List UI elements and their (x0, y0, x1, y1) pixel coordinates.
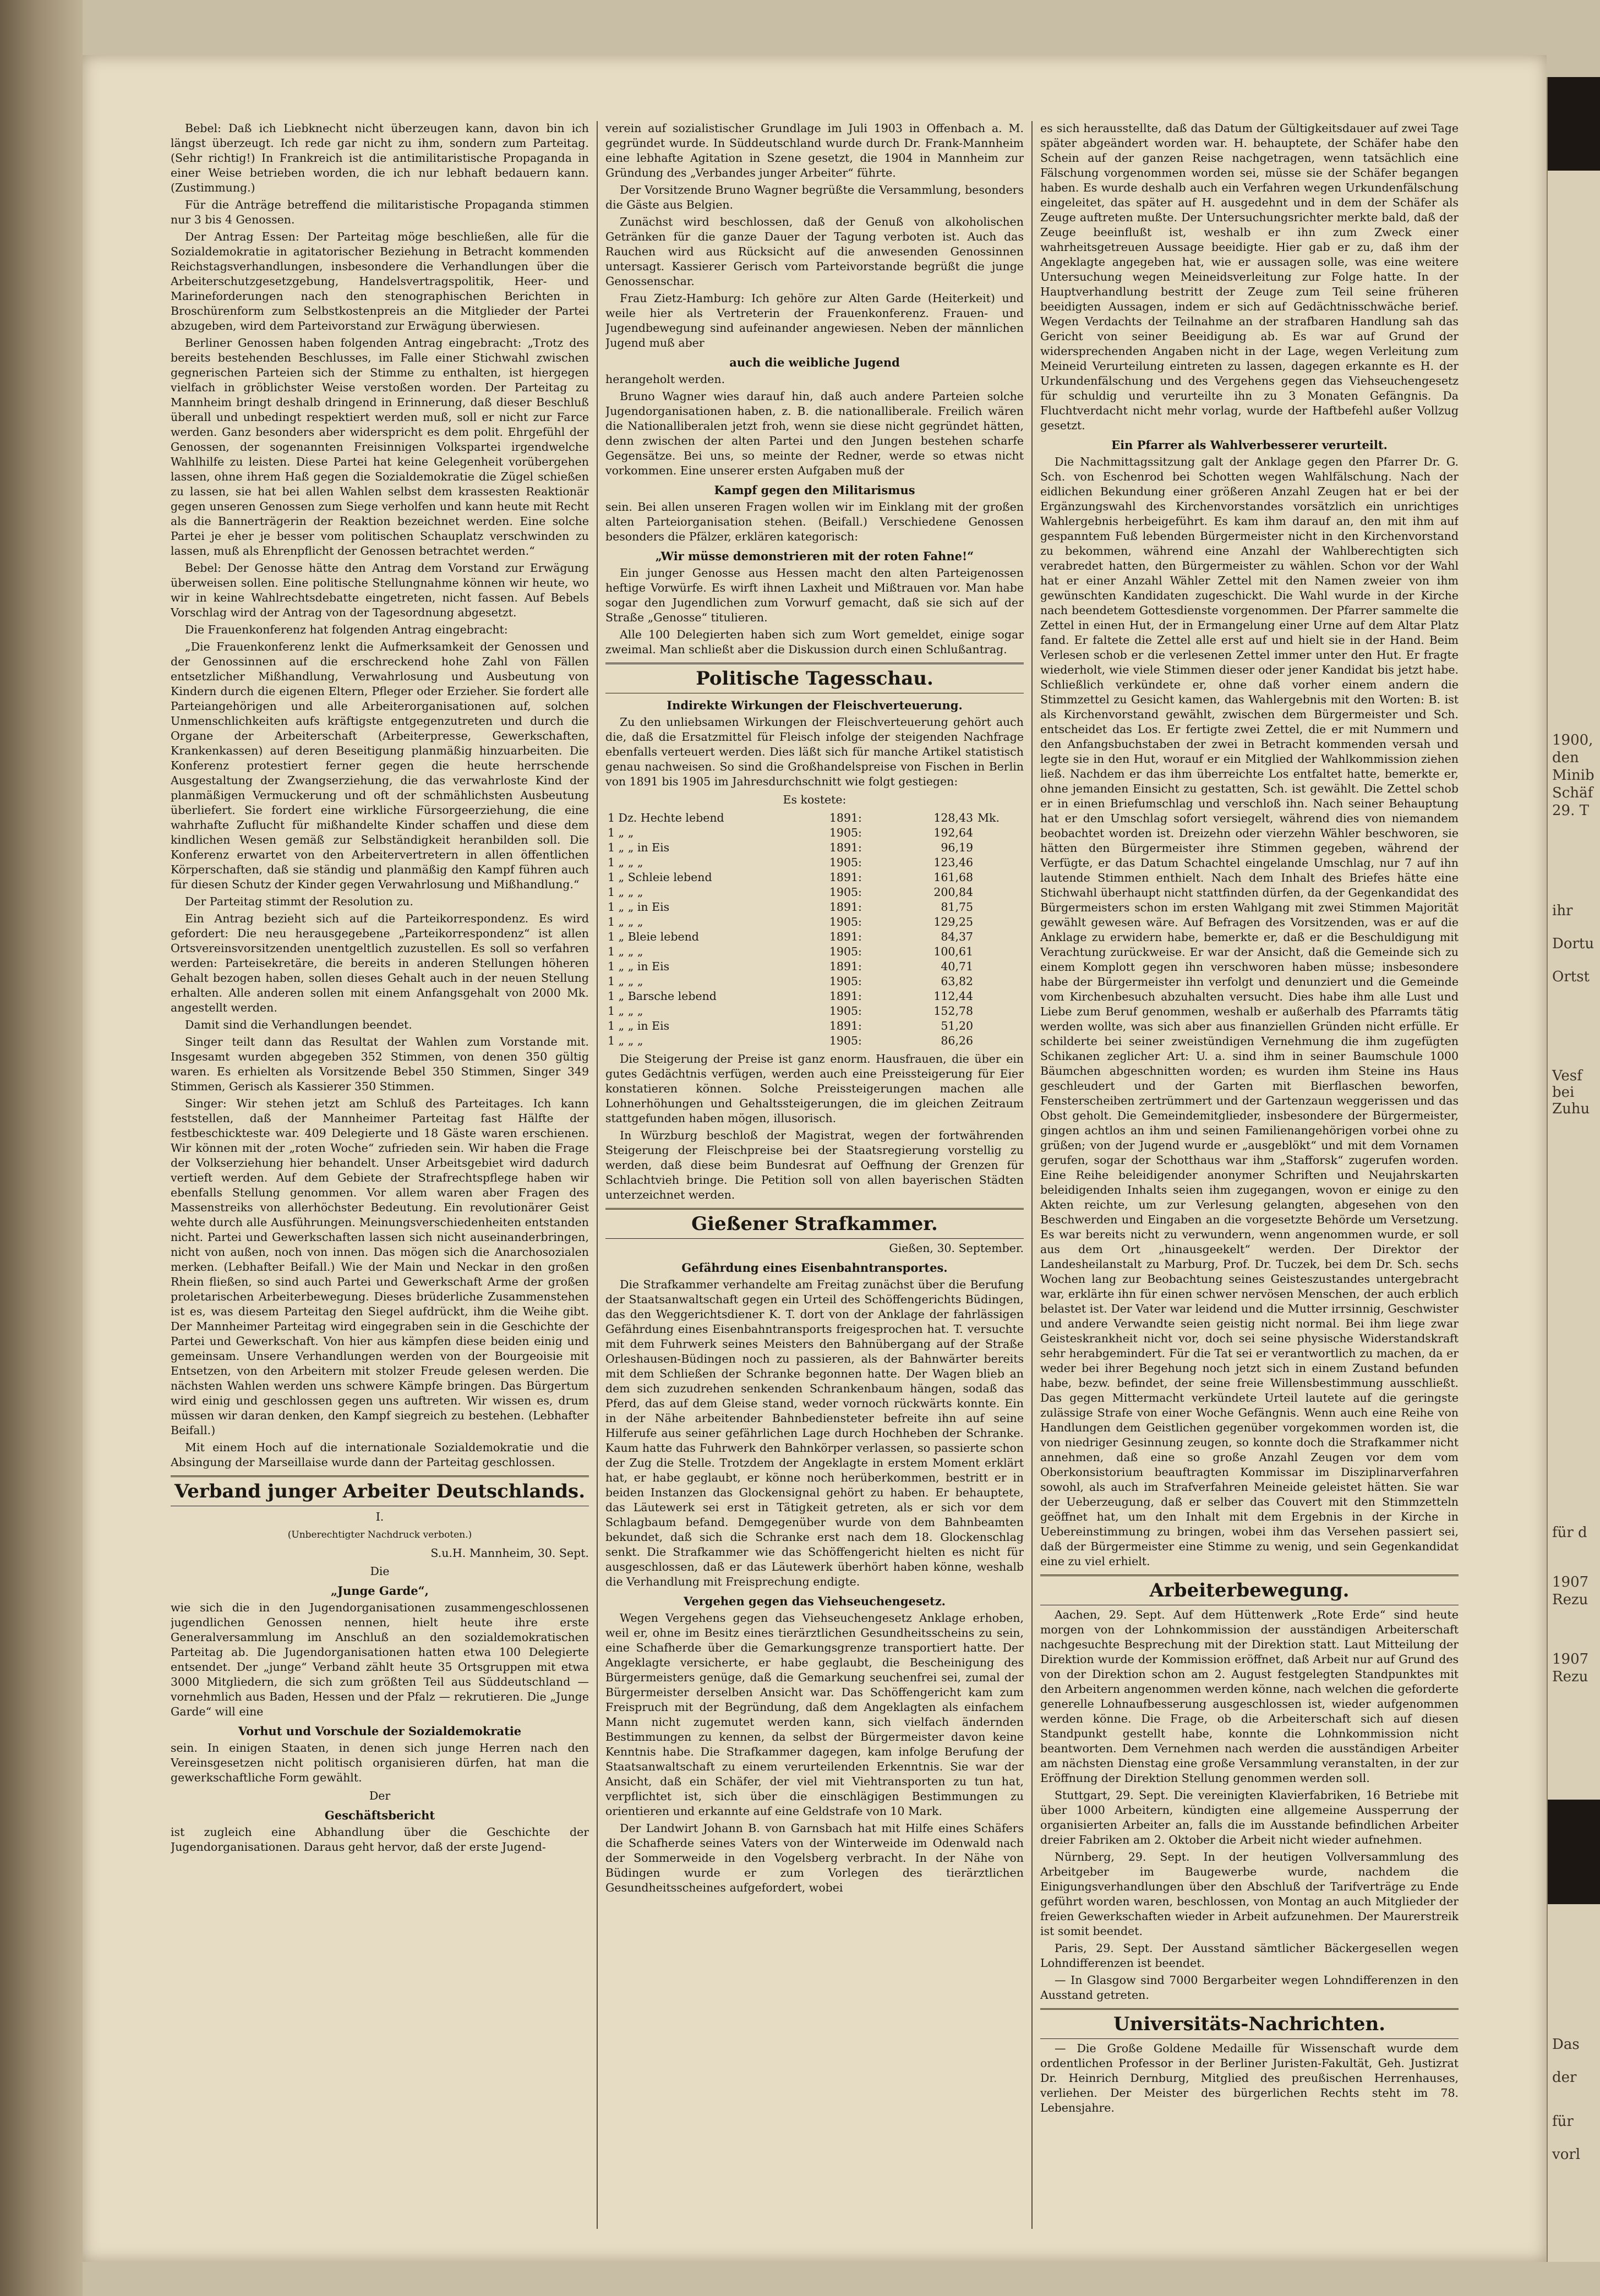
section-heading: Arbeiterbewegung. (1040, 1575, 1459, 1605)
table-cell-year: 1891: (829, 900, 862, 914)
paragraph: Stuttgart, 29. Sept. Die vereinigten Klavierfabriken, 16 Betriebe mit über 1000 Arbeitern, kündigten eine allgemeine Aussperrung der organisierten Arbeiter an, falls die im Ausstande befindlichen Arbeiter dreier Fabriken am 2. Oktober die Arbeit nicht wieder aufnehmen. (1040, 1789, 1459, 1846)
section-heading: Gießener Strafkammer. (605, 1208, 1024, 1239)
table-cell-item: 1 „ „ „ (608, 1034, 643, 1047)
neighbor-fragment: Zuhu (1552, 1101, 1590, 1117)
table-cell-value: 40,71 (941, 960, 974, 973)
paragraph: Ein Antrag bezieht sich auf die Parteikorrespondenz. Es wird gefordert: Die neu herausgegebene „Parteikorrespondenz“ ist allen Ortsvereinsvorsitzenden unentgeltlich zuzustellen. Es soll so verfahren werden: Parteisekretäre, die bereits in anderen Stellungen höheren Gehalt bezogen haben, sollen dieses Gehalt auch in der neuen Stellung erhalten. Alle anderen sollen mit einem Anfangsgehalt von 2000 Mk. angestellt werden. (171, 912, 589, 1014)
table-row (605, 855, 1024, 870)
reprint-note: (Unberechtigter Nachdruck verboten.) (287, 1529, 472, 1540)
table-cell-unit (975, 930, 1024, 944)
table-cell-value: 51,20 (941, 1019, 974, 1032)
paragraph: wie sich die in den Jugendorganisationen zusammengeschlossenen jugendlichen Genossen nennen, hielt heute ihre erste Generalversammlung im Anschluß an den sozialdemokratischen Parteitag ab. Die Jugendorganisationen hatten etwa 100 Delegierte entsendet. Der „junge“ Verband zählt heute 35 Ortsgruppen mit etwa 3000 Mitgliedern, die sich zum größten Teil aus Süddeutschland — vornehmlich aus Baden, Hessen und der Pfalz — rekrutieren. Die „Junge Garde“ will eine (171, 1601, 589, 1718)
table-cell-unit (975, 1004, 1024, 1019)
paragraph: Zu den unliebsamen Wirkungen der Fleischverteuerung gehört auch die, daß die Ersatzmittel für Fleisch infolge der steigenden Nachfrage ebenfalls verteuert werden. Dies läßt sich für manche Artikel statistisch genau nachweisen. So sind die Großhandelspreise von Fischen in Berlin von 1891 bis 1905 im Jahresdurchschnitt wie folgt gestiegen: (605, 715, 1024, 788)
table-cell-value: 192,64 (933, 826, 974, 839)
paragraph: Die Frauenkonferenz hat folgenden Antrag eingebracht: (185, 623, 508, 636)
section-heading: Universitäts-Nachrichten. (1040, 2008, 1459, 2039)
paragraph: sein. Bei allen unseren Fragen wollen wir im Einklang mit der großen alten Parteiorganisation stehen. (Beifall.) Verschiedene Genossen besonders die Pfälzer, erklären kategorisch: (605, 500, 1024, 543)
paragraph: — Die Große Goldene Medaille für Wissenschaft wurde dem ordentlichen Professor in der Berliner Juristen-Fakultät, Geh. Justizrat Dr. Heinrich Dernburg, Mitglied des preußischen Herrenhauses, verliehen. Der Meister des bürgerlichen Rechts steht im 78. Lebensjahre. (1040, 2042, 1459, 2114)
table-row (605, 1004, 1024, 1019)
table-cell-unit: Mk. (978, 811, 1000, 824)
neighbor-fragment: Das (1552, 2036, 1580, 2053)
paragraph: Der Landwirt Johann B. von Garnsbach hat mit Hilfe eines Schäfers die Schafherde seines Vaters von der Winterweide im Odenwald nach der Sommerweide in den Vogelsberg verbracht. In der Nähe von Büdingen wurde er zum Vorlegen des tierärztlichen Gesundheitsscheines aufgefordert, wobei (605, 1822, 1024, 1894)
paragraph: Nürnberg, 29. Sept. In der heutigen Vollversammlung des Arbeitgeber im Baugewerbe wurde, nachdem die Einigungsverhandlungen über den Abschluß der Tarifverträge zu Ende geführt worden waren, beschlossen, von Montag an auch Mitglieder der freien Gewerkschaften wieder in Arbeit aufzunehmen. Der Maurerstreik ist somit beendet. (1040, 1850, 1459, 1938)
paragraph: herangeholt werden. (605, 373, 725, 386)
table-row (605, 870, 1024, 885)
subheading: Indirekte Wirkungen der Fleischverteuerung. (667, 698, 963, 712)
table-cell-year: 1905: (829, 826, 862, 839)
black-advert-block (1548, 1800, 1600, 1904)
table-cell-value: 161,68 (933, 871, 974, 884)
neighbor-fragment: 1907 (1552, 1651, 1589, 1668)
table-cell-unit (975, 855, 1024, 870)
section-heading: Politische Tagesschau. (605, 663, 1024, 693)
paragraph: Mit einem Hoch auf die internationale Sozialdemokratie und die Absingung der Marseillaise wurde dann der Parteitag geschlossen. (171, 1441, 589, 1469)
table-cell-unit (975, 870, 1024, 885)
table-cell-unit (975, 885, 1024, 900)
table-cell-item: 1 „ „ in Eis (608, 841, 670, 854)
table-row (605, 826, 1024, 840)
black-advert-block (1548, 77, 1600, 171)
table-cell-year: 1891: (829, 960, 862, 973)
paragraph: Ein junger Genosse aus Hessen macht den alten Parteigenossen heftige Vorwürfe. Es wirft ihnen Laxheit und Mißtrauen vor. Man habe sogar den Jugendlichen zum Vorwurf gemacht, daß sie sich auf der Straße „Genosse“ titulieren. (605, 566, 1024, 624)
table-row (605, 900, 1024, 915)
table-cell-unit (975, 1019, 1024, 1034)
table-cell-unit (975, 826, 1024, 840)
table-cell-item: 1 „ „ „ (608, 945, 643, 958)
table-cell-item: 1 „ Barsche lebend (608, 990, 717, 1003)
neighbor-fragment: Dortu (1552, 936, 1594, 952)
table-cell-value: 129,25 (933, 915, 974, 928)
paragraph: Für die Anträge betreffend die militaristische Propaganda stimmen nur 3 bis 4 Genossen. (171, 198, 589, 226)
neighbor-fragment: Vesf (1552, 1068, 1582, 1084)
subheading: Geschäftsbericht (324, 1808, 435, 1822)
table-cell-unit (975, 944, 1024, 959)
table-row (605, 915, 1024, 930)
table-cell-value: 96,19 (941, 841, 974, 854)
column-2 (605, 121, 1024, 2229)
paragraph: Wegen Vergehens gegen das Viehseuchengesetz Anklage erhoben, weil er, ohne im Besitz eines tierärztlichen Gesundheitsscheins zu sein, eine Schafherde über die Gemarkungsgrenze transportiert hatte. Der Angeklagte versicherte, er habe geglaubt, die Bescheinigung des Bürgermeisters genüge, daß die Gemarkung seuchenfrei sei, zumal der Bürgermeister derselben Ansicht war. Das Schöffengericht kam zum Freispruch mit der Begründung, daß dem Angeklagten als einfachem Mann nicht zugemutet werden kann, sich vielfach ändernden Bestimmungen zu kennen, da selbst der Bürgermeister davon keine Kenntnis habe. Die Strafkammer dagegen, kam infolge Berufung der Staatsanwaltschaft zu einem verurteilenden Erkenntnis. Sie war der Ansicht, daß ein Schäfer, der viel mit Viehtransporten zu tun hat, verpflichtet ist, sich über die einschlägigen Bestimmungen zu orientieren und erkannte auf eine Geldstrafe von 10 Mark. (605, 1611, 1024, 1818)
table-cell-unit (975, 840, 1024, 855)
adjacent-page-edge (1547, 77, 1600, 2262)
subheading: auch die weibliche Jugend (729, 356, 900, 369)
paragraph: Die Steigerung der Preise ist ganz enorm. Hausfrauen, die über ein gutes Gedächtnis verfügen, werden auch eine Preissteigerung für Eier konstatieren können. Solche Preissteigerungen machen alle Lohnerhöhungen und Gehaltssteigerungen, die im gleichen Zeitraum stattgefunden haben mögen, illusorisch. (605, 1052, 1024, 1125)
table-cell-value: 84,37 (941, 930, 974, 943)
subheading: Vergehen gegen das Viehseuchengesetz. (684, 1594, 946, 1608)
paragraph: Singer teilt dann das Resultat der Wahlen zum Vorstande mit. Insgesamt wurden abgegeben 352 Stimmen, von denen 350 gültig waren. Es erhielten als Vorsitzende Bebel 350 Stimmen, Singer 349 Stimmen, Gerisch als Kassierer 350 Stimmen. (171, 1035, 589, 1093)
dateline: S.u.H. Mannheim, 30. Sept. (430, 1546, 589, 1560)
subheading: Vorhut und Vorschule der Sozialdemokratie (238, 1724, 522, 1738)
neighbor-fragment: bei (1552, 1084, 1575, 1101)
dateline: Gießen, 30. September. (889, 1242, 1024, 1255)
table-cell-year: 1905: (829, 915, 862, 928)
table-cell-year: 1891: (829, 811, 862, 824)
subheading: „Junge Garde“, (331, 1584, 429, 1598)
paragraph: Singer: Wir stehen jetzt am Schluß des Parteitages. Ich kann feststellen, daß der Mannheimer Parteitag fast Hälfte der festbeschickteste war. 409 Delegierte und 18 Gäste waren erschienen. Wir können mit der „roten Woche“ zufrieden sein. Wir haben die Frage der Volkserziehung hier behandelt. Unser Arbeitsgebiet wird dadurch vertieft werden. Auf dem Gebiete der Strafrechtspflege haben wir ebenfalls Stellung genommen. Vor allem waren aber Fragen des Massenstreiks von allerhöchster Bedeutung. Ein revolutionärer Geist wehte durch alle Ausführungen. Meinungsverschiedenheiten entstanden nicht. Partei und Gewerkschaften lassen sich nicht auseinanderbringen, nicht von außen, noch von innen. Das mögen sich die Anarchosozialen merken. (Lebhafter Beifall.) Wie der Main und Neckar in den großen Rhein fließen, so sind auch Partei und Gewerkschaft Arme der großen proletarischen Arbeiterbewegung. Dieses brüderliche Zusammenstehen ist es, was diesem Parteitag den Siegel aufdrückt, ihm die Weihe gibt. Der Mannheimer Parteitag wird eingegraben sein in die Geschichte der Partei und Gewerkschaft. Von hier aus kämpfen diese beiden einig und gemeinsam. Unsere Verhandlungen werden von der Bourgeoisie mit Entsetzen, von den Arbeitern mit stolzer Freude gelesen werden. Die nächsten Wahlen werden uns schwere Kämpfe bringen. Das Bürgertum wird einig und geschlossen gegen uns auftreten. Wir wissen es, drum müssen wir daran denken, den Kampf siegreich zu bestehen. (Lebhafter Beifall.) (171, 1097, 589, 1437)
table-cell-year: 1905: (829, 975, 862, 988)
paragraph: Bebel: Der Genosse hätte den Antrag dem Vorstand zur Erwägung überweisen sollen. Eine politische Stellungnahme können wir heute, wo wir in keine Wahlrechtsdebatte eingetreten, nicht fassen. Auf Bebels Vorschlag wird der Antrag von der Tagesordnung abgesetzt. (171, 561, 589, 619)
neighbor-fragment: Rezu (1552, 1669, 1588, 1685)
table-cell-year: 1891: (829, 841, 862, 854)
table-cell-value: 112,44 (933, 990, 974, 1003)
section-heading: Verband junger Arbeiter Deutschlands. (171, 1475, 589, 1506)
table-cell-unit (975, 1034, 1024, 1048)
table-cell-item: 1 „ „ „ (608, 1004, 643, 1018)
paragraph: Die Strafkammer verhandelte am Freitag zunächst über die Berufung der Staatsanwaltschaft gegen ein Urteil des Schöffengerichts Büdingen, das den Weggerichtsdiener K. T. dort von der Anklage der fahrlässigen Gefährdung eines Eisenbahntransports freigesprochen hat. T. versuchte mit dem Fuhrwerk seines Meisters den Bahnübergang auf der Straße Orleshausen-Büdingen noch zu passieren, als der Bahnwärter bereits mit dem Schließen der Schranke begonnen hatte. Der Wagen blieb an dem sich zuzudrehen senkenden Schrankenbaum hängen, sodaß das Pferd, das auf dem Gleise stand, weder vornoch rückwärts konnte. Ein in der Nähe arbeitender Bahnbediensteter befreite ihn auf seine Hilferufe aus seiner gefährlichen Lage durch Hochheben der Schranke. Kaum hatte das Fuhrwerk den Bahnkörper verlassen, so passierte schon der Zug die Stelle. Trotzdem der Angeklagte in erstem Moment erklärt hat, er habe geglaubt, er könne noch herüberkommen, bestritt er in beiden Instanzen das Glockensignal gehört zu haben. Er behauptete, das Läutewerk sei erst in Tätigkeit getreten, als er sich vor dem Schlagbaum befand. Demgegenüber wurde von dem Bahnbeamten bekundet, daß sich die Schranke erst nach dem 18. Glockenschlag senkt. Die Strafkammer wie das Schöffengericht hielten es nicht für ausgeschlossen, daß er das Läutewerk überhört haben könne, weshalb die Verhandlung mit Freisprechung endigte. (605, 1278, 1024, 1588)
table-cell-item: 1 Dz. Hechte lebend (608, 811, 724, 824)
neighbor-fragment: Schäf (1552, 785, 1593, 801)
table-cell-item: 1 „ „ „ (608, 975, 643, 988)
table-cell-unit (975, 974, 1024, 989)
table-cell-year: 1891: (829, 871, 862, 884)
table-cell-value: 128,43 (933, 811, 974, 824)
table-cell-value: 100,61 (933, 945, 974, 958)
subheading: Gefährdung eines Eisenbahntransportes. (681, 1261, 948, 1275)
paragraph: „Die Frauenkonferenz lenkt die Aufmerksamkeit der Genossen und der Genossinnen auf die erschreckend hohe Zahl von Fällen entsetzlicher Mißhandlung, Verwahrlosung und Ausbeutung von Kindern durch die eigenen Eltern, Pfleger oder Erzieher. Sie fordert alle Parteiangehörigen und alle Arbeiterorganisationen auf, solchen Unmenschlichkeiten aufs kräftigste entgegenzutreten und durch die Organe der Arbeiterschaft (Arbeiterpresse, Gewerkschaften, Krankenkassen) auf deren Beseitigung planmäßig hinzuarbeiten. Die Konferenz protestiert ferner gegen die heute herrschende Ausgestaltung der Zwangserziehung, die das verwahrloste Kind der planmäßigen Vermuckerung und oft der schmählichsten Ausbeutung überliefert. Sie fordert eine wirkliche Fürsorgeerziehung, die eine wahrhafte Zuflucht für mißhandelte Kinder schaffen und diese dem kindlichen Wesen gemäß zur Selbständigkeit heranbilden soll. Die Konferenz erwartet von den Arbeitervertretern in allen öffentlichen Körperschaften, daß sie ständig und planmäßig den Kampf führen auch für diesen Schutz der Kinder gegen Verwahrlosung und Mißhandlung.“ (171, 640, 589, 891)
table-row (605, 811, 1024, 826)
table-cell-value: 200,84 (933, 885, 974, 899)
text-fragment: Der (369, 1789, 391, 1802)
table-cell-value: 63,82 (941, 975, 974, 988)
neighbor-fragment: Rezu (1552, 1592, 1588, 1608)
paragraph: Der Vorsitzende Bruno Wagner begrüßte die Versammlung, besonders die Gäste aus Belgien. (605, 183, 1024, 211)
subheading: „Wir müsse demonstrieren mit der roten Fahne!“ (655, 549, 974, 563)
subheading: Kampf gegen den Militarismus (714, 483, 915, 497)
table-cell-year: 1891: (829, 990, 862, 1003)
paragraph: Bruno Wagner wies darauf hin, daß auch andere Parteien solche Jugendorganisationen haben, z. B. die nationalliberale. Freilich wären die Nationalliberalen jetzt froh, wenn sie diese nicht gegründet hätten, denn zwischen der alten Partei und den Jungen bestehen scharfe Gegensätze. Bei uns, so meinte der Redner, werde so etwas nicht vorkommen. Eine unserer ersten Aufgaben muß der (605, 390, 1024, 477)
text-fragment: Die (370, 1565, 390, 1578)
subheading: Ein Pfarrer als Wahlverbesserer verurteilt. (1111, 438, 1388, 452)
table-cell-year: 1891: (829, 1019, 862, 1032)
paragraph: es sich herausstellte, daß das Datum der Gültigkeitsdauer auf zwei Tage später abgeändert worden war. H. behauptete, der Schäfer habe den Schein auf der ganzen Reise nachgetragen, wenn tatsächlich eine Fälschung vorgenommen worden sei, müsse sie der Schäfer begangen haben. Es wurde deshalb auch ein Verfahren wegen Urkundenfälschung eingeleitet, das später auf H. ausgedehnt und in dem der Schäfer als Zeuge auftreten mußte. Der Untersuchungsrichter merkte bald, daß der Zeuge beeinflußt ist, weshalb er ihn zum Zweck einer wahrheitsgetreuen Aussage beeidigte. Hier gab er zu, daß ihm der Angeklagte angegeben hat, wie er aussagen solle, was eine weitere Untersuchung wegen Meineidsverleitung zur Folge hatte. In der Hauptverhandlung bestritt der Zeuge zum Teil seine früheren beeidigten Aussagen, indem er sich auf Gedächtnisschwäche berief. Wegen Verdachts der Teilnahme an der strafbaren Handlung sah das Gericht von seiner Beeidigung ab. Es war auf Grund der widersprechenden Angaben nicht in der Lage, wegen Verleitung zum Meineid Verurteilung eintreten zu lassen, dagegen erkannte es H. der Urkundenfälschung und des Vergehens gegen das Viehseuchengesetz für schuldig und verurteilte ihn zu 3 Monaten Gefängnis. Da Fluchtverdacht nicht mehr vorlag, wurde der Haftbefehl außer Vollzug gesetzt. (1040, 122, 1459, 432)
neighbor-fragment: Ortst (1552, 969, 1590, 985)
table-cell-item: 1 „ „ in Eis (608, 1019, 670, 1032)
paragraph: Alle 100 Delegierten haben sich zum Wort gemeldet, einige sogar zweimal. Man schließt aber die Diskussion durch einen Schlußantrag. (605, 628, 1024, 656)
table-cell-item: 1 „ „ in Eis (608, 900, 670, 914)
book-binding-shadow (0, 0, 83, 2296)
neighbor-fragment: vorl (1552, 2146, 1581, 2163)
table-cell-unit (975, 900, 1024, 915)
paragraph: Paris, 29. Sept. Der Ausstand sämtlicher Bäckergesellen wegen Lohndifferenzen ist beendet. (1040, 1942, 1459, 1970)
table-row (605, 885, 1024, 900)
neighbor-fragment: für d (1552, 1524, 1587, 1541)
paragraph: sein. In einigen Staaten, in denen sich junge Herren nach den Vereinsgesetzen nicht politisch organisieren dürfen, hat man die gewerkschaftliche Form gewählt. (171, 1741, 589, 1784)
table-cell-year: 1905: (829, 1004, 862, 1018)
table-row (605, 989, 1024, 1004)
table-cell-value: 152,78 (933, 1004, 974, 1018)
column-rule (597, 121, 598, 2229)
table-row (605, 959, 1024, 974)
table-caption: Es kostete: (783, 793, 847, 806)
neighbor-fragment: ihr (1552, 903, 1573, 919)
column-1 (171, 121, 589, 2229)
table-row (605, 1019, 1024, 1034)
neighbor-fragment: 1907 (1552, 1574, 1589, 1590)
paragraph: Der Parteitag stimmt der Resolution zu. (185, 895, 413, 908)
paragraph: — In Glasgow sind 7000 Bergarbeiter wegen Lohndifferenzen in den Ausstand getreten. (1040, 1974, 1459, 2002)
table-cell-item: 1 „ „ (608, 826, 634, 839)
table-cell-year: 1905: (829, 945, 862, 958)
paragraph: Zunächst wird beschlossen, daß der Genuß von alkoholischen Getränken für die ganze Dauer der Tagung verboten ist. Auch das Rauchen wird aus Rücksicht auf die anwesenden Genossinnen untersagt. Kassierer Gerisch vom Parteivorstande begrüßt die junge Genossenschar. (605, 215, 1024, 288)
neighbor-fragment: den (1552, 750, 1579, 766)
table-row (605, 944, 1024, 959)
table-row (605, 974, 1024, 989)
table-cell-item: 1 „ Bleie lebend (608, 930, 699, 943)
paragraph: Damit sind die Verhandlungen beendet. (185, 1018, 412, 1031)
neighbor-fragment: 1900, (1552, 732, 1593, 748)
fish-price-table (605, 811, 1024, 1048)
paragraph: In Würzburg beschloß der Magistrat, wegen der fortwährenden Steigerung der Fleischpreise bei der Staatsregierung vorstellig zu werden, daß diese beim Bundesrat auf Oeffnung der Grenzen für Schlachtvieh bringe. Die Petition soll von allen bayerischen Städten unterzeichnet werden. (605, 1129, 1024, 1201)
table-cell-item: 1 „ Schleie lebend (608, 871, 712, 884)
table-cell-value: 81,75 (941, 900, 974, 914)
table-cell-unit (975, 989, 1024, 1004)
table-row (605, 1034, 1024, 1048)
neighbor-fragment: 29. T (1552, 802, 1589, 819)
table-row (605, 840, 1024, 855)
paragraph: verein auf sozialistischer Grundlage im Juli 1903 in Offenbach a. M. gegründet wurde. In Süddeutschland wurde durch Dr. Frank-Mannheim eine lebhafte Agitation in Szene gesetzt, die 1904 in Mannheim zur Gründung des „Verbandes junger Arbeiter“ führte. (605, 122, 1024, 179)
table-cell-item: 1 „ „ „ (608, 915, 643, 928)
table-cell-item: 1 „ „ in Eis (608, 960, 670, 973)
neighbor-fragment: der (1552, 2069, 1577, 2086)
neighbor-fragment: Minib (1552, 767, 1594, 784)
neighbor-fragment: für (1552, 2113, 1574, 2130)
table-cell-year: 1905: (829, 1034, 862, 1047)
table-cell-value: 123,46 (933, 856, 974, 869)
paragraph: Aachen, 29. Sept. Auf dem Hüttenwerk „Rote Erde“ sind heute morgen von der Lohnkommission der ausständigen Arbeiterschaft nachgesuchte Besprechung mit der Direktion statt. Laut Mitteilung der Direktion wurde der Kommission eröffnet, daß Arbeit nur auf Grund des von der Direktion schon am 2. August festgelegten Standpunktes mit den Arbeitern angenommen werden könne, nach welchen die geforderte generelle Lohnaufbesserung ausgeschlossen ist, wieder aufgenommen werden könne. Die Frage, ob die Arbeiterschaft sich auf diesen Standpunkt gestellt habe, konnte die Lohnkommission nicht beantworten. Dem Vernehmen nach werden die ausständigen Arbeiter am nächsten Dienstag eine große Versammlung veranstalten, in der zur Eröffnung der Direktion Stellung genommen werden soll. (1040, 1608, 1459, 1785)
table-cell-value: 86,26 (941, 1034, 974, 1047)
table-row (605, 930, 1024, 944)
paragraph: Bebel: Daß ich Liebknecht nicht überzeugen kann, davon bin ich längst überzeugt. Ich rede gar nicht zu ihm, sondern zum Parteitag. (Sehr richtig!) In Frankreich ist die antimilitaristische Propaganda in einer Weise betrieben worden, die ich nur lebhaft bedauern kann. (Zustimmung.) (171, 122, 589, 194)
table-cell-unit (975, 915, 1024, 930)
column-3 (1040, 121, 1459, 2229)
paragraph: Berliner Genossen haben folgenden Antrag eingebracht: „Trotz des bereits bestehenden Beschlusses, im Falle einer Stichwahl zwischen gegnerischen Parteien sich der Stimme zu enthalten, ist hiergegen vielfach in gröblichster Weise verstoßen worden. Der Parteitag zu Mannheim bringt deshalb dringend in Erinnerung, daß dieser Beschluß überall und unbedingt respektiert werden muß, soll er nicht zur Farce werden. Ganz besonders aber widerspricht es dem polit. Ehrgefühl der Genossen, der sogenannten Freisinnigen Volkspartei irgendwelche Wahlhilfe zu leisten. Diese Partei hat keine Gelegenheit vorübergehen lassen, ohne ihrem Haß gegen die Sozialdemokratie die Zügel schießen zu lassen, sie hat bei allen Wahlen selbst dem krassesten Reaktionär gegen unseren Genossen zum Siege verholfen und kann heute mit Recht als die Bannerträgerin der Reaktion bezeichnet werden. Eine solche Partei je eher je besser vom politischen Schauplatz verschwinden zu lassen, muß als Ehrenpflicht der Genossen betrachtet werden.“ (171, 336, 589, 557)
table-cell-year: 1905: (829, 885, 862, 899)
article-number: I. (375, 1510, 384, 1523)
table-cell-item: 1 „ „ „ (608, 856, 643, 869)
table-cell-year: 1905: (829, 856, 862, 869)
column-rule (1031, 121, 1033, 2229)
paragraph: Der Antrag Essen: Der Parteitag möge beschließen, alle für die Sozialdemokratie in agitatorischer Beziehung in Betracht kommenden Reichstagsverhandlungen, insbesondere die Verhandlungen über die Arbeiterschutzgesetzgebung, Handelsvertragspolitik, Heer- und Marineforderungen nach den stenographischen Berichten in Broschürenform zum Selbstkostenpreis an die Mitglieder der Partei abzugeben, wird dem Parteivorstand zur Erwägung überwiesen. (171, 230, 589, 332)
paragraph: ist zugleich eine Abhandlung über die Geschichte der Jugendorganisationen. Daraus geht hervor, daß der erste Jugend- (171, 1825, 589, 1854)
table-cell-unit (975, 959, 1024, 974)
table-cell-year: 1891: (829, 930, 862, 943)
paragraph: Die Nachmittagssitzung galt der Anklage gegen den Pfarrer Dr. G. Sch. von Eschenrod bei Schotten wegen Wahlfälschung. Nach der eidlichen Bekundung einer größeren Anzahl Zeugen hat er bei der Ergänzungswahl des Kirchenvorstandes vorsätzlich ein unrichtiges Wahlergebnis herbeigeführt. Es kam ihm darauf an, den mit ihm auf gespanntem Fuß lebenden Bürgermeister nicht in den Kirchenvorstand zu bekommen, während eine Anzahl der Wahlberechtigten sich verabredet hatten, den Bürgermeister zu wählen. Schon vor der Wahl hat er einer Anzahl Wähler Zettel mit den Namen zweier von ihm gewünschten Kandidaten zugeschickt. Die Wahl wurde in der Kirche nach beendetem Gottesdienste vorgenommen. Der Pfarrer sammelte die Zettel in einen Hut, der in Ermangelung einer Urne auf dem Altar Platz fand. Er faltete die Zettel alle erst auf und hielt sie in der Hand. Beim Verlesen schob er die verlesenen Zettel immer unter den Hut. Er fragte wiederholt, wie viele Stimmen dieser oder jener Kandidat bis jetzt habe. Schließlich verkündete er, ohne daß vorher einem andern die Stimmzettel zu Gesicht kamen, das Wahlergebnis mit den Worten: B. ist als Kirchenvorstand gewählt, zwischen dem Bürgermeister und Sch. entscheidet das Los. Er fertigte zwei Zettel, die er mit Nummern und den Anfangsbuchstaben der zwei in Betracht kommenden versah und legte sie in den Hut, worauf er ein Mitglied der Wahlkommission ziehen ließ. Nachdem er das ihm überreichte Los entfaltet hatte, bemerkte er, ohne jemanden Einsicht zu gestatten, Sch. ist gewählt. Die Zettel schob er in einen Briefumschlag und verschloß ihn. Nach seiner Behauptung hat er den Umschlag sofort versiegelt, während dies von niemandem beobachtet worden ist. Dreizehn oder vierzehn Wähler beschworen, sie hätten den Bürgermeister ihre Stimmen gegeben, während der Verfügte, er das Datum Schachtel eingelande Umschlag, nur 7 auf ihn lautende Stimmen enthielt. Nach dem Inhalt des Briefes hätte eine Stichwahl überhaupt nicht stattfinden dürfen, da der Gegenkandidat des Bürgermeisters schon im ersten Wahlgang mit zwei Stimmen Majorität gewählt gewesen wäre. Auf Befragen des Vorsitzenden, was er auf die Anklage zu erwidern habe, bemerkte er, daß er die Beschuldigung mit Verachtung zurückweise. Er war der Ansicht, daß die Gemeinde sich zu einem Komplott gegen ihn verschworen haben müsse; insbesondere habe der Bürgermeister ihn verfolgt und denunziert und die Gemeinde vom Kirchenbesuch abzuhalten versucht. Dies habe ihm alle Lust und Liebe zum Beruf genommen, weshalb er außerhalb des Pfarramts tätig werden wollte, was sich aber aus finanziellen Gründen nicht erfülle. Er schilderte bei seiner zweistündigen Vernehmung die ihm zugefügten Schikanen zeglicher Art: U. a. sind ihm in seiner Baumschule 1000 Bäumchen abgeschnitten worden; es wurden ihm Steine ins Haus geschleudert und der Garten mit Bierflaschen beworfen, Fensterscheiben zertrümmert und der Gartenzaun weggerissen und das Obst geholt. Die Gemeindemitglieder, insbesondere der Bürgermeister, gingen achtlos an ihm und seinen Familienangehörigen vorbei ohne zu grüßen; von der Jugend wurde er „ausgeblökt“ und mit dem Vornamen gerufen, sogar der Schotthaus war ihm „Stafforsk“ zugerufen worden. Eine Reihe beleidigender anonymer Schriften und Neujahrskarten beleidigenden Inhalts seien ihm zugegangen, wovon er einige zu den Akten reichte, um zur Verlesung gelangten, abgesehen von den Beschwerden und Eingaben an die vorgesetzte Behörde um Versetzung. Es war bereits nicht zu verwundern, wenn angenommen wurde, er soll aus dem Ort „hinausgeekelt“ werden. Der Direktor der Landesheilanstalt zu Marburg, Prof. Dr. Tuczek, bei dem Dr. Sch. sechs Wochen lang zur Beobachtung seines Geisteszustandes untergebracht war, erklärte ihn für einen schwer nervösen Menschen, der auch erblich belastet ist. Der Vater war leidend und die Mutter irrsinnig, Geschwister und andere Verwandte seien geistig nicht normal. Bei ihm liege zwar Geisteskrankheit nicht vor, doch sei seine physische Widerstandskraft sehr herabgemindert. Für die Tat sei er verantwortlich zu machen, da er weder bei ihrer Begehung noch jetzt sich in einem Zustand befunden habe, bezw. befindet, der seine freie Willensbestimmung ausschließt. Das gegen Mittermacht verkündete Urteil lautete auf die geringste zulässige Strafe von einer Woche Gefängnis. Wenn auch eine Reihe von Handlungen dem Geistlichen gegenüber vorgekommen worden ist, die von niedriger Gesinnung zeugen, so konnte doch die Strafkammer nicht annehmen, daß eine so große Anzahl Zeugen vor dem vom Oberkonsistorium beauftragten Kommissar im Disziplinarverfahren sowohl, als auch im Strafverfahren Meineide geleistet hätten. Sie war der Ueberzeugung, daß er selber das Couvert mit den Stimmzetteln geöffnet hat, um den Inhalt mit dem Ergebnis in der Kirche in Uebereinstimmung zu bringen, wobei ihm das Versehen passiert sei, daß der Bürgermeister eine Stimme zu wenig, und sein Gegenkandidat eine zu viel erhielt. (1040, 455, 1459, 1568)
paragraph: Frau Zietz-Hamburg: Ich gehöre zur Alten Garde (Heiterkeit) und weile hier als Vertreterin der Frauenkonferenz. Frauen- und Jugendbewegung sind aufeinander angewiesen. Neben der männlichen Jugend muß aber (605, 292, 1024, 349)
table-cell-item: 1 „ „ „ (608, 885, 643, 899)
